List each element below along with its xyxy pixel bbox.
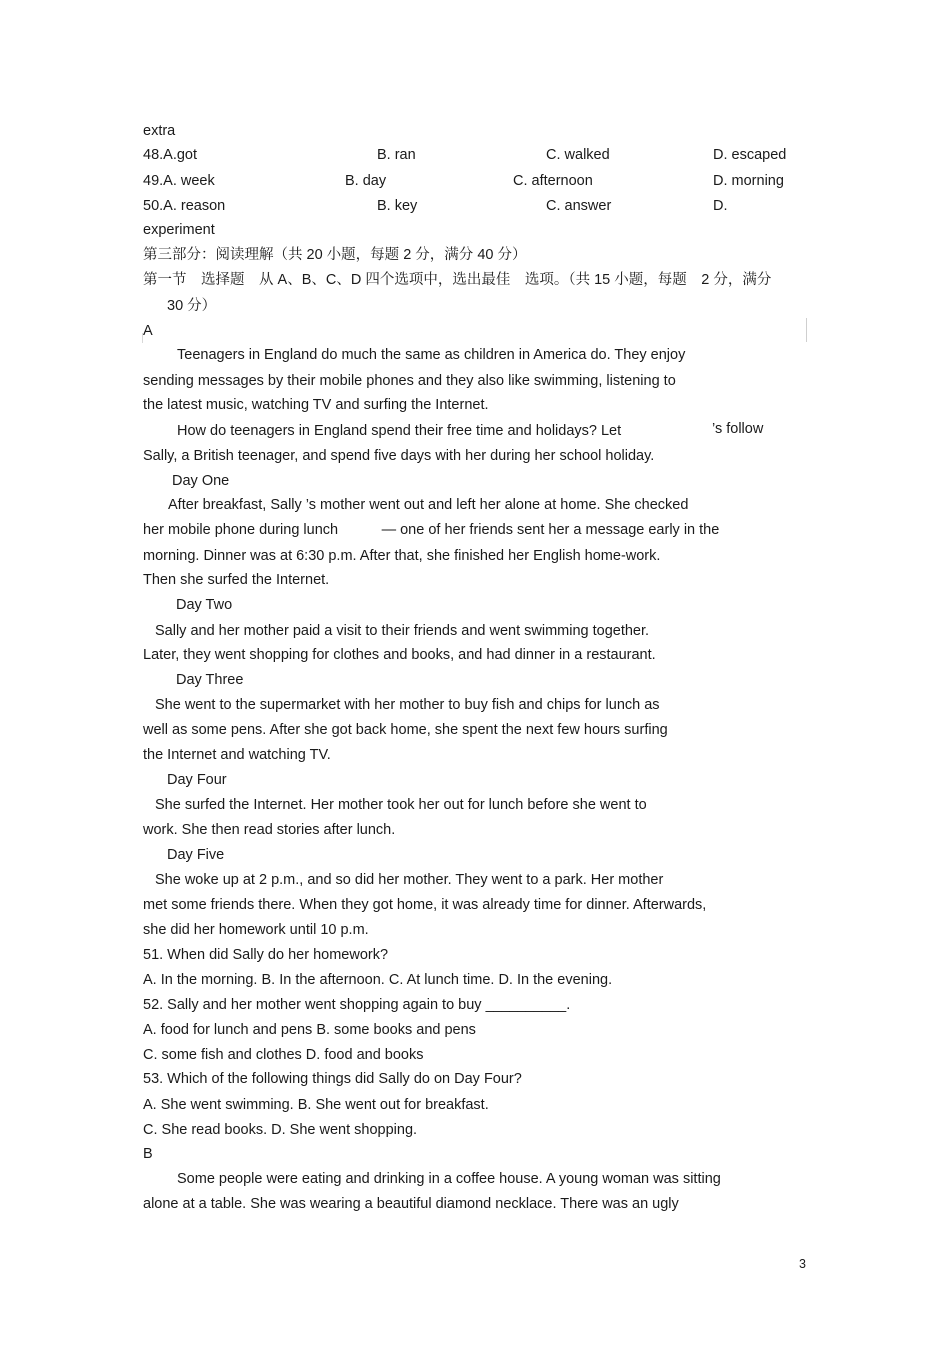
day-two-title: Day Two bbox=[176, 597, 233, 613]
passage-a-line: She surfed the Internet. Her mother took her out for lunch before she went to bbox=[155, 797, 647, 813]
q50-option-d-text: experiment bbox=[143, 222, 215, 238]
passage-a-line: the latest music, watching TV and surfing the Internet. bbox=[143, 397, 489, 413]
q48-option-b: B. ran bbox=[377, 147, 416, 163]
part3-heading: 第三部分：阅读理解（共 20 小题，每题 2 分，满分 40 分） bbox=[143, 247, 527, 263]
q48-option-d: D. escaped bbox=[713, 147, 787, 163]
passage-a-line: Sally, a British teenager, and spend five days with her during her school holiday. bbox=[143, 448, 655, 464]
passage-a-line: She woke up at 2 p.m., and so did her mother. They went to a park. Her mother bbox=[155, 872, 664, 888]
passage-a-line: she did her homework until 10 p.m. bbox=[143, 922, 369, 938]
day-four-title: Day Four bbox=[167, 772, 227, 788]
q50-option-a: 50.A. reason bbox=[143, 198, 226, 214]
passage-a-line: met some friends there. When they got home, it was already time for dinner. Afterwards, bbox=[143, 897, 707, 913]
q49-option-b: B. day bbox=[345, 173, 387, 189]
passage-a-line: Later, they went shopping for clothes and books, and had dinner in a restaurant. bbox=[143, 647, 656, 663]
passage-a-line: work. She then read stories after lunch. bbox=[143, 822, 396, 838]
q50-option-d: D. bbox=[713, 198, 728, 214]
passage-a-line: morning. Dinner was at 6:30 p.m. After that, she finished her English home-work. bbox=[143, 548, 661, 564]
question-53-options-cd: C. She read books. D. She went shopping. bbox=[143, 1122, 418, 1138]
passage-a-line: the Internet and watching TV. bbox=[143, 747, 331, 763]
section1-heading: 第一节 选择题 从 A、B、C、D 四个选项中，选出最佳 选项。（共 15 小题，每题 2 分，满分 bbox=[143, 272, 772, 288]
passage-a-line: How do teenagers in England spend their free time and holidays? Let bbox=[177, 423, 622, 439]
section1-heading-cont: 30 分） bbox=[167, 298, 217, 314]
question-53-options-ab: A. She went swimming. B. She went out for breakfast. bbox=[143, 1097, 489, 1113]
passage-a-line: her mobile phone during lunch — one of her friends sent her a message early in the bbox=[143, 522, 720, 538]
day-one-title: Day One bbox=[172, 473, 230, 489]
passage-a-line: Sally and her mother paid a visit to their friends and went swimming together. bbox=[155, 623, 650, 639]
passage-a-line: She went to the supermarket with her mother to buy fish and chips for lunch as bbox=[155, 697, 660, 713]
question-53: 53. Which of the following things did Sally do on Day Four? bbox=[143, 1071, 522, 1087]
passage-a-label: A bbox=[143, 323, 153, 339]
passage-b-line: Some people were eating and drinking in a coffee house. A young woman was sitting bbox=[177, 1171, 721, 1187]
question-52-options-cd: C. some fish and clothes D. food and books bbox=[143, 1047, 424, 1063]
passage-a-line: well as some pens. After she got back home, she spent the next few hours surfing bbox=[143, 722, 668, 738]
day-five-title: Day Five bbox=[167, 847, 225, 863]
question-52-options-ab: A. food for lunch and pens B. some books and pens bbox=[143, 1022, 476, 1038]
extra-word: extra bbox=[143, 123, 176, 139]
passage-b-line: alone at a table. She was wearing a beautiful diamond necklace. There was an ugly bbox=[143, 1196, 679, 1212]
question-51: 51. When did Sally do her homework? bbox=[143, 947, 389, 963]
q48-option-a: 48.A.got bbox=[143, 147, 198, 163]
page-number: 3 bbox=[799, 1257, 806, 1271]
q50-option-b: B. key bbox=[377, 198, 418, 214]
day-three-title: Day Three bbox=[176, 672, 244, 688]
passage-a-line: sending messages by their mobile phones and they also like swimming, listening to bbox=[143, 373, 676, 389]
passage-a-line: After breakfast, Sally ’s mother went out and left her alone at home. She checked bbox=[168, 497, 689, 513]
q49-option-d: D. morning bbox=[713, 173, 784, 189]
passage-b-label: B bbox=[143, 1146, 153, 1162]
margin-rule bbox=[806, 318, 807, 342]
passage-a-line: ’s follow bbox=[712, 421, 764, 437]
passage-a-line: Teenagers in England do much the same as children in America do. They enjoy bbox=[177, 347, 686, 363]
question-52: 52. Sally and her mother went shopping again to buy __________. bbox=[143, 997, 571, 1013]
q50-option-c: C. answer bbox=[546, 198, 612, 214]
q49-option-c: C. afternoon bbox=[513, 173, 593, 189]
q48-option-c: C. walked bbox=[546, 147, 610, 163]
passage-a-line: Then she surfed the Internet. bbox=[143, 572, 330, 588]
q49-option-a: 49.A. week bbox=[143, 173, 215, 189]
question-51-options: A. In the morning. B. In the afternoon. C. At lunch time. D. In the evening. bbox=[143, 972, 613, 988]
